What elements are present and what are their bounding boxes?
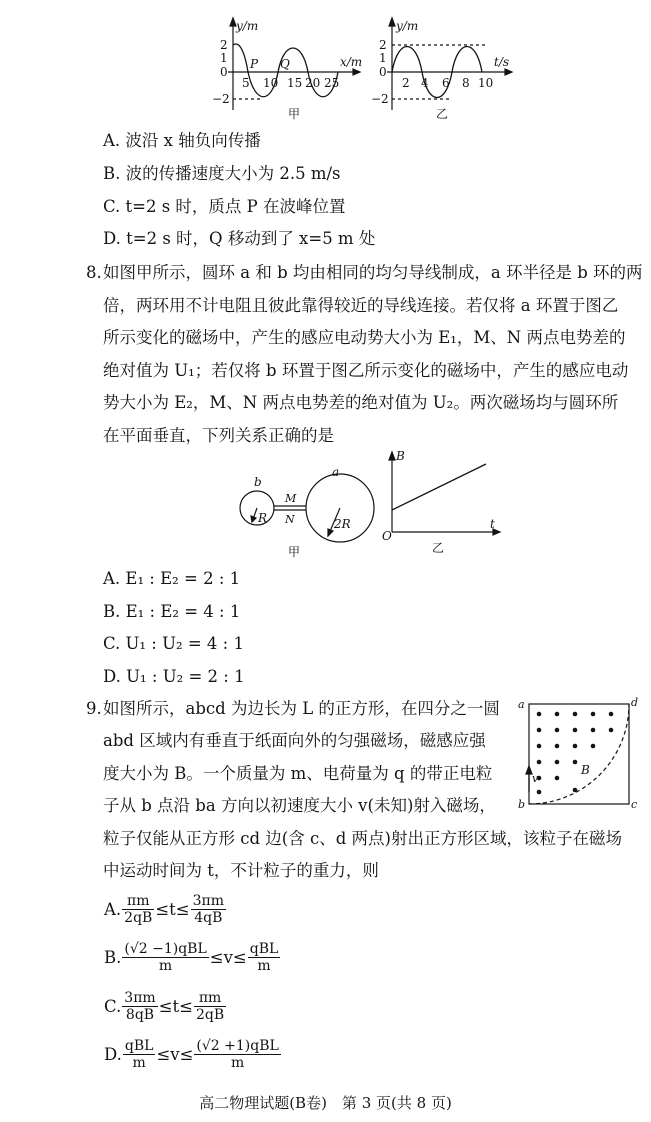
q9-option-d-label: D. [104, 1045, 122, 1064]
ring-a-label: a [332, 465, 340, 479]
yi-t-tick: 4 [421, 76, 429, 90]
denominator: m [158, 958, 173, 974]
ring-a-radius-label: 2R [334, 517, 351, 531]
denominator: 2qB [124, 910, 153, 926]
numerator: 3πm [192, 893, 225, 909]
yi-y-tick: −2 [371, 92, 389, 106]
figure-7-jia-wave-graph [200, 10, 370, 120]
point-m-label: M [285, 492, 297, 505]
q8-text-line: 如图甲所示，圆环 a 和 b 均由相同的均匀导线制成，a 环半径是 b 环的两 [103, 263, 643, 282]
b-axis-label: B [396, 449, 405, 463]
jia-y-tick: 2 [220, 38, 228, 52]
denominator: m [257, 958, 271, 974]
q9-option-b [103, 941, 280, 974]
jia-x-tick: 25 [324, 76, 340, 90]
denominator: 8qB [125, 1007, 155, 1023]
fraction [122, 990, 157, 1023]
q9-text-line: abd 区域内有垂直于纸面向外的匀强磁场，磁感应强 [103, 731, 486, 750]
yi-y-tick: 2 [379, 38, 387, 52]
q9-text-line: 子从 b 点沿 ba 方向以初速度大小 v(未知)射入磁场， [103, 796, 496, 815]
fraction [194, 1038, 280, 1071]
jia-y-tick: 1 [220, 51, 228, 65]
jia-x-tick: 10 [263, 76, 279, 90]
jia-caption: 甲 [288, 107, 301, 120]
yi-y-tick: 0 [379, 65, 387, 79]
q9-text-line: 中运动时间为 t，不计粒子的重力，则 [103, 861, 379, 880]
numerator: πm [122, 893, 154, 910]
point-n-label: N [285, 513, 295, 526]
jia-y-tick: −2 [212, 92, 230, 106]
page-footer: 高二物理试题(B卷) 第 3 页(共 8 页) [199, 1094, 452, 1112]
q9-text-line: 粒子仅能从正方形 cd 边(含 c、d 两点)射出正方形区域，该粒子在磁场 [103, 829, 622, 848]
q9-text-line: 如图所示，abcd 为边长为 L 的正方形，在四分之一圆 [103, 699, 500, 718]
q8-figure-yi-b-t-graph [380, 448, 505, 556]
q9-number: 9. [86, 699, 102, 718]
fraction [248, 941, 281, 974]
corner-b-label: b [518, 798, 526, 811]
origin-label: O [382, 529, 392, 543]
t-axis-label: t [490, 517, 495, 531]
q7-option-b: B. 波的传播速度大小为 2.5 m/s [103, 164, 341, 183]
field-b-label: B [581, 763, 590, 777]
jia-x-axis-label: x/m [340, 55, 363, 69]
point-p-label: P [250, 57, 259, 71]
denominator: m [230, 1055, 245, 1071]
point-q-label: Q [280, 57, 290, 71]
yi-caption: 乙 [436, 107, 449, 120]
fraction [123, 1038, 156, 1071]
fraction [122, 893, 154, 926]
jia-y-axis-label: y/m [236, 19, 259, 33]
jia-x-tick: 15 [287, 76, 303, 90]
q8-text-line: 倍，两环用不计电阻且彼此靠得较近的导线连接。若仅将 a 环置于图乙 [103, 296, 619, 315]
q9-option-c [103, 990, 226, 1023]
corner-d-label: d [631, 696, 639, 709]
q8-text-line: 绝对值为 U₁；若仅将 b 环置于图乙所示变化的磁场中，产生的感应电动 [103, 361, 629, 380]
numerator: qBL [124, 1038, 154, 1054]
velocity-v-label: v [532, 772, 539, 785]
q7-option-c: C. t=2 s 时，质点 P 在波峰位置 [103, 197, 346, 216]
q8-text-line: 在平面垂直，下列关系正确的是 [103, 426, 334, 445]
jia-x-tick: 5 [242, 76, 250, 90]
q8-option-a: A. E₁ : E₂ = 2 : 1 [103, 569, 241, 588]
figure-7-yi-vibration-graph [362, 10, 522, 120]
numerator: (√2 −1)qBL [124, 941, 207, 957]
inequality: ≤t≤ [158, 997, 193, 1016]
yi-t-axis-label: t/s [494, 55, 510, 69]
magnetic-field-dots [537, 712, 614, 795]
q9-option-a-label: A. [104, 900, 122, 919]
yi-t-tick: 2 [402, 76, 410, 90]
numerator: qBL [249, 941, 279, 957]
fraction [122, 941, 208, 974]
ring-b-label: b [254, 475, 262, 489]
inequality: ≤t≤ [155, 900, 190, 919]
numerator: (√2 +1)qBL [196, 1038, 279, 1054]
denominator: 4qB [194, 910, 223, 926]
numerator: πm [194, 990, 226, 1007]
q9-figure-square-field [515, 696, 641, 812]
q9-option-c-label: C. [104, 997, 122, 1016]
inequality: ≤v≤ [209, 948, 247, 967]
q8-text-line: 势大小为 E₂，M、N 两点电势差的绝对值为 U₂。两次磁场均与圆环所 [103, 393, 619, 412]
q8-text-line: 所示变化的磁场中，产生的感应电动势大小为 E₁，M、N 两点电势差的 [103, 328, 626, 347]
q8-number: 8. [86, 263, 102, 282]
yi-t-tick: 10 [478, 76, 494, 90]
q8-jia-caption: 甲 [288, 545, 301, 559]
denominator: 2qB [195, 1007, 225, 1023]
yi-t-tick: 6 [442, 76, 450, 90]
numerator: 3πm [124, 990, 156, 1006]
fraction [194, 990, 226, 1023]
ring-b-radius-label: R [258, 511, 268, 525]
q8-option-c: C. U₁ : U₂ = 4 : 1 [103, 634, 244, 653]
jia-y-tick: 0 [220, 65, 228, 79]
inequality: ≤v≤ [156, 1045, 194, 1064]
yi-t-tick: 8 [462, 76, 470, 90]
q8-option-b: B. E₁ : E₂ = 4 : 1 [103, 602, 241, 621]
jia-x-tick: 20 [305, 76, 321, 90]
yi-y-axis-label: y/m [396, 19, 419, 33]
corner-c-label: c [631, 798, 638, 811]
corner-a-label: a [518, 698, 525, 711]
q9-option-d [103, 1038, 281, 1071]
q9-text-line: 度大小为 B。一个质量为 m、电荷量为 q 的带正电粒 [103, 764, 493, 783]
fraction [191, 893, 226, 926]
yi-y-tick: 1 [379, 51, 387, 65]
denominator: m [132, 1055, 146, 1071]
q7-option-d: D. t=2 s 时，Q 移动到了 x=5 m 处 [103, 229, 376, 248]
q9-option-a [103, 893, 226, 926]
q7-option-a: A. 波沿 x 轴负向传播 [103, 131, 261, 150]
q9-option-b-label: B. [104, 948, 122, 967]
q8-figure-jia-rings [232, 464, 392, 564]
q8-yi-caption: 乙 [432, 541, 445, 555]
q8-option-d: D. U₁ : U₂ = 2 : 1 [103, 667, 245, 686]
